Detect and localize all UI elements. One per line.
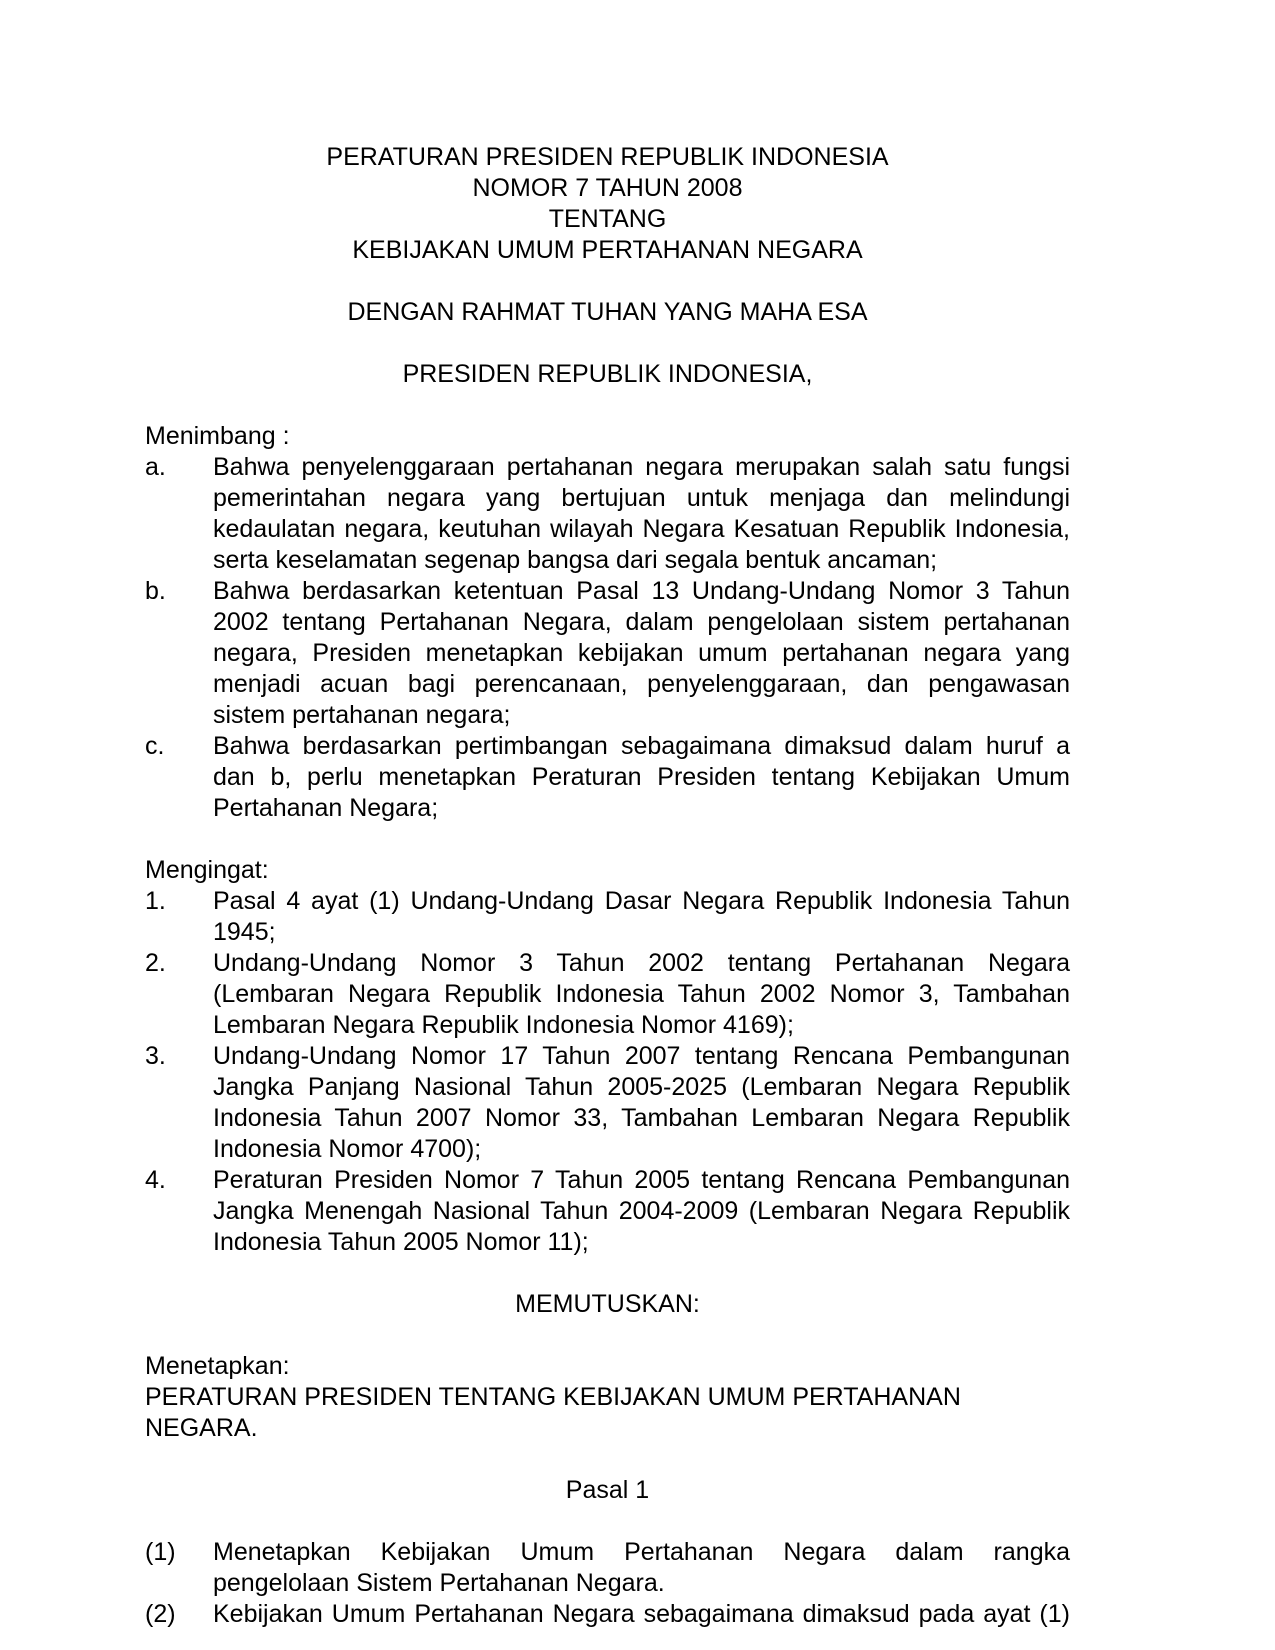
title-line-1: PERATURAN PRESIDEN REPUBLIK INDONESIA [326, 143, 889, 171]
list-marker: (2) [145, 1600, 176, 1628]
list-marker: 3. [145, 1042, 166, 1070]
pasal-1-item-2 [145, 1599, 1070, 1630]
spacer [145, 1320, 1070, 1351]
list-text: Kebijakan Umum Pertahanan Negara sebagaimana dimaksud pada ayat (1) [213, 1600, 1070, 1628]
pasal-1-heading: Pasal 1 [565, 1476, 650, 1504]
list-marker: c. [145, 732, 165, 760]
issuer-line: PRESIDEN REPUBLIK INDONESIA, [402, 360, 813, 388]
document-title-block [145, 142, 1070, 266]
list-marker: 2. [145, 949, 166, 977]
list-marker: a. [145, 453, 166, 481]
title-line-4: KEBIJAKAN UMUM PERTAHANAN NEGARA [352, 236, 863, 264]
title-line-3: TENTANG [548, 205, 667, 233]
menimbang-label: Menimbang : [145, 422, 290, 450]
list-text: Peraturan Presiden Nomor 7 Tahun 2005 tentang Rencana Pembangunan Jangka Menengah Nasional Tahun 2004-2009 (Lembaran Negara Republik Indonesia Tahun 2005 Nomor 11); [213, 1166, 1070, 1256]
mengingat-label: Mengingat: [145, 856, 269, 884]
menimbang-item-c [145, 731, 1070, 824]
list-text: Menetapkan Kebijakan Umum Pertahanan Negara dalam rangka pengelolaan Sistem Pertahanan Negara. [213, 1538, 1070, 1597]
spacer [145, 824, 1070, 855]
list-marker: (1) [145, 1538, 176, 1566]
spacer [145, 266, 1070, 297]
list-marker: 1. [145, 887, 166, 915]
mengingat-item-4 [145, 1165, 1070, 1258]
menetapkan-label: Menetapkan: [145, 1352, 290, 1380]
spacer [145, 390, 1070, 421]
list-text: Bahwa penyelenggaraan pertahanan negara merupakan salah satu fungsi pemerintahan negara yang bertujuan untuk menjaga dan melindungi kedaulatan negara, keutuhan wilayah Negara Kesatuan Republik Indonesia, serta keselamatan segenap bangsa dari segala bentuk ancaman; [213, 453, 1070, 574]
spacer [145, 1506, 1070, 1537]
mengingat-item-2 [145, 948, 1070, 1041]
list-text: Undang-Undang Nomor 3 Tahun 2002 tentang Pertahanan Negara (Lembaran Negara Republik Indonesia Tahun 2002 Nomor 3, Tambahan Lembaran Negara Republik Indonesia Nomor 4169); [213, 949, 1070, 1039]
list-text: Undang-Undang Nomor 17 Tahun 2007 tentang Rencana Pembangunan Jangka Panjang Nasional Tahun 2005-2025 (Lembaran Negara Republik Indonesia Tahun 2007 Nomor 33, Tambahan Lembaran Negara Republik Indonesia Nomor 4700); [213, 1042, 1070, 1163]
mengingat-item-3 [145, 1041, 1070, 1165]
list-marker: 4. [145, 1166, 166, 1194]
invocation-line: DENGAN RAHMAT TUHAN YANG MAHA ESA [347, 298, 868, 326]
mengingat-item-1 [145, 886, 1070, 948]
memutuskan-heading: MEMUTUSKAN: [515, 1290, 700, 1318]
spacer [145, 328, 1070, 359]
spacer [145, 1258, 1070, 1289]
list-text: Bahwa berdasarkan ketentuan Pasal 13 Undang-Undang Nomor 3 Tahun 2002 tentang Pertahanan Negara, dalam pengelolaan sistem pertahanan negara, Presiden menetapkan kebijakan umum pertahanan negara yang menjadi acuan bagi perencanaan, penyelenggaraan, dan pengawasan sistem pertahanan negara; [213, 577, 1070, 729]
menetapkan-text: PERATURAN PRESIDEN TENTANG KEBIJAKAN UMUM PERTAHANAN NEGARA. [145, 1383, 961, 1442]
list-text: Bahwa berdasarkan pertimbangan sebagaimana dimaksud dalam huruf a dan b, perlu menetapkan Peraturan Presiden tentang Kebijakan Umum Pertahanan Negara; [213, 732, 1070, 822]
pasal-1-item-1 [145, 1537, 1070, 1599]
list-marker: b. [145, 577, 166, 605]
menimbang-item-a [145, 452, 1070, 576]
spacer [145, 1444, 1070, 1475]
title-line-2: NOMOR 7 TAHUN 2008 [472, 174, 743, 202]
menimbang-item-b [145, 576, 1070, 731]
list-text: Pasal 4 ayat (1) Undang-Undang Dasar Negara Republik Indonesia Tahun 1945; [213, 887, 1070, 946]
